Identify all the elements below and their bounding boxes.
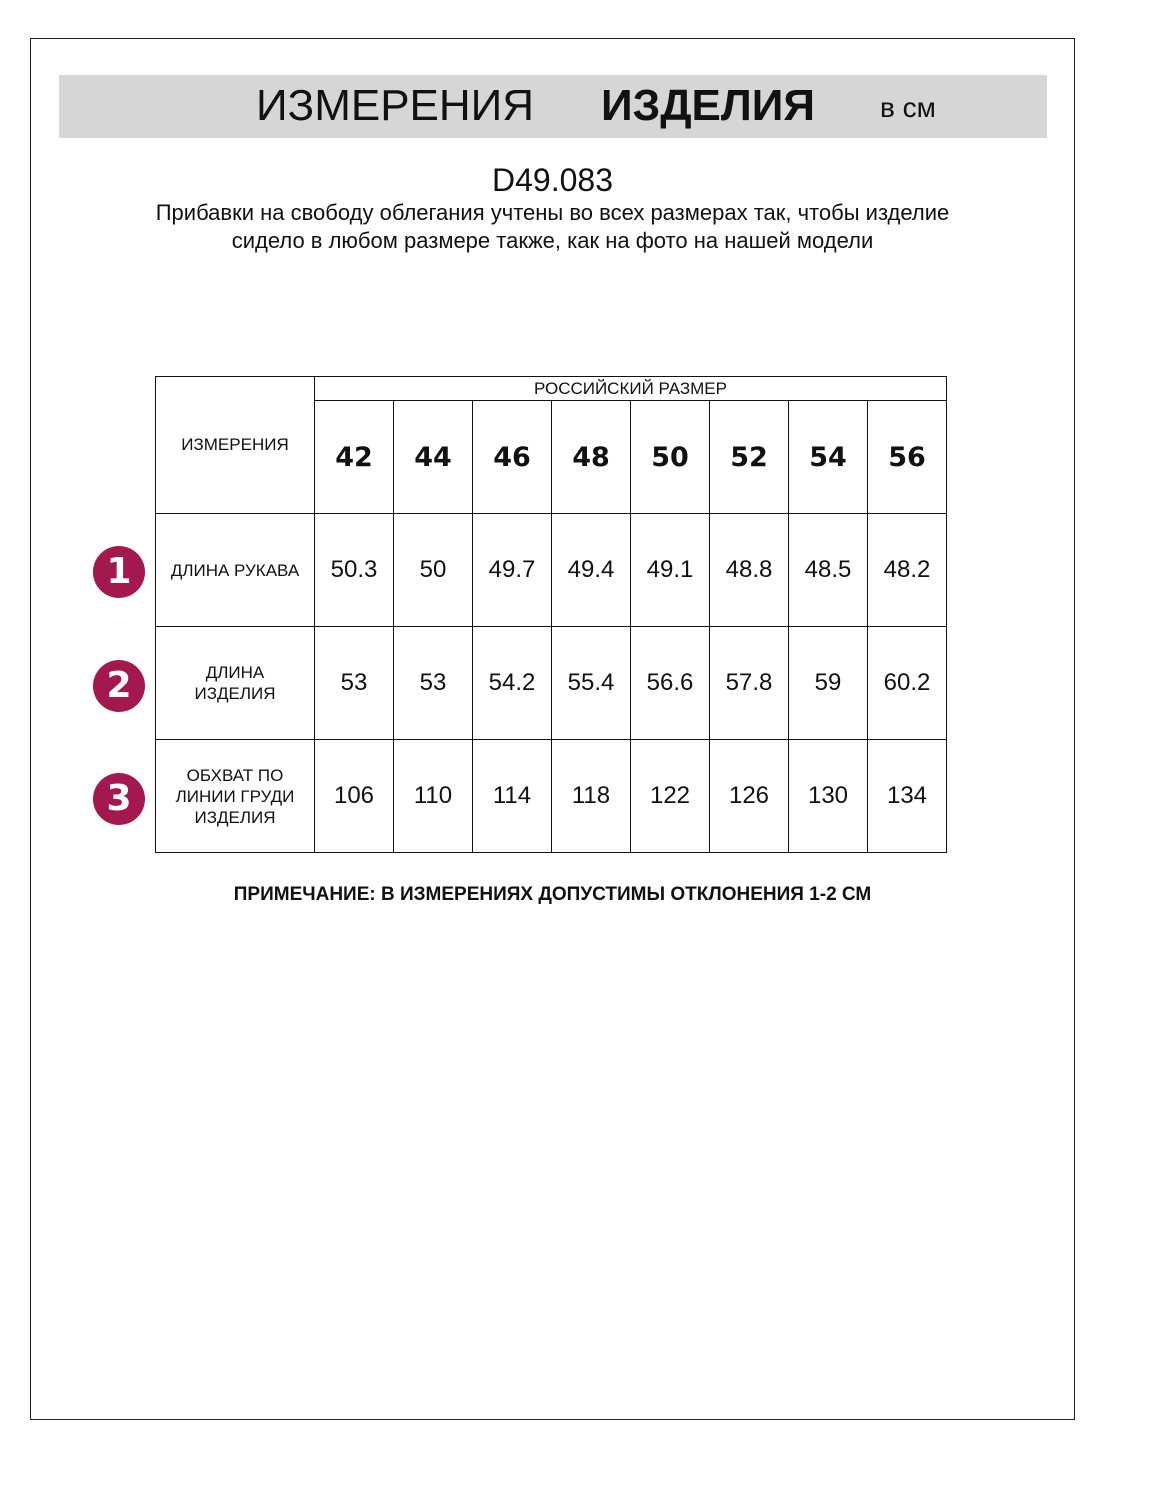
table-cell: 49.7: [473, 514, 552, 627]
title-units: в см: [880, 92, 936, 123]
size-header: 46: [473, 401, 552, 514]
size-header: 44: [394, 401, 473, 514]
table-cell: 53: [315, 627, 394, 740]
table-cell: 50.3: [315, 514, 394, 627]
table-cell: 106: [315, 740, 394, 853]
product-code: D49.083: [492, 162, 613, 198]
size-table: [155, 376, 947, 853]
title-product: ИЗДЕЛИЯ: [601, 81, 816, 130]
measurements-header: ИЗМЕРЕНИЯ: [156, 377, 315, 514]
size-group-header: РОССИЙСКИЙ РАЗМЕР: [315, 377, 947, 401]
product-description: Прибавки на свободу облегания учтены во всех размерах так, чтобы изделие сидело в любом размере также, как на фото на нашей модели: [155, 200, 950, 253]
row-label: [156, 627, 315, 740]
table-cell: 122: [631, 740, 710, 853]
size-header: 56: [868, 401, 947, 514]
badge-number-3-icon: 3: [93, 773, 145, 825]
table-cell: 49.1: [631, 514, 710, 627]
title-measurements: ИЗМЕРЕНИЯ: [256, 81, 535, 130]
table-cell: 48.8: [710, 514, 789, 627]
table-cell: 49.4: [552, 514, 631, 627]
table-cell: 57.8: [710, 627, 789, 740]
table-cell: 134: [868, 740, 947, 853]
row-label-text: ДЛИНА ИЗДЕЛИЯ: [194, 663, 276, 703]
size-header: 52: [710, 401, 789, 514]
table-cell: 48.2: [868, 514, 947, 627]
table-cell: 56.6: [631, 627, 710, 740]
table-cell: 53: [394, 627, 473, 740]
badge-number-2-icon: 2: [93, 660, 145, 712]
table-cell: 54.2: [473, 627, 552, 740]
badge-number-1-icon: 1: [93, 546, 145, 598]
row-label-text: ОБХВАТ ПО ЛИНИИ ГРУДИ ИЗДЕЛИЯ: [175, 765, 295, 827]
table-cell: 126: [710, 740, 789, 853]
table-cell: 55.4: [552, 627, 631, 740]
table-cell: 110: [394, 740, 473, 853]
table-cell: 118: [552, 740, 631, 853]
table-cell: 59: [789, 627, 868, 740]
tolerance-note: ПРИМЕЧАНИЕ: В ИЗМЕРЕНИЯХ ДОПУСТИМЫ ОТКЛОНЕНИЯ 1-2 СМ: [233, 884, 872, 905]
table-row: [156, 514, 947, 627]
size-header: 50: [631, 401, 710, 514]
table-row: [156, 740, 947, 853]
size-header: 42: [315, 401, 394, 514]
row-label: ДЛИНА РУКАВА: [156, 514, 315, 627]
size-header: 48: [552, 401, 631, 514]
row-label: [156, 740, 315, 853]
table-cell: 60.2: [868, 627, 947, 740]
table-cell: 50: [394, 514, 473, 627]
table-cell: 48.5: [789, 514, 868, 627]
table-cell: 114: [473, 740, 552, 853]
table-row: [156, 627, 947, 740]
size-header: 54: [789, 401, 868, 514]
table-cell: 130: [789, 740, 868, 853]
